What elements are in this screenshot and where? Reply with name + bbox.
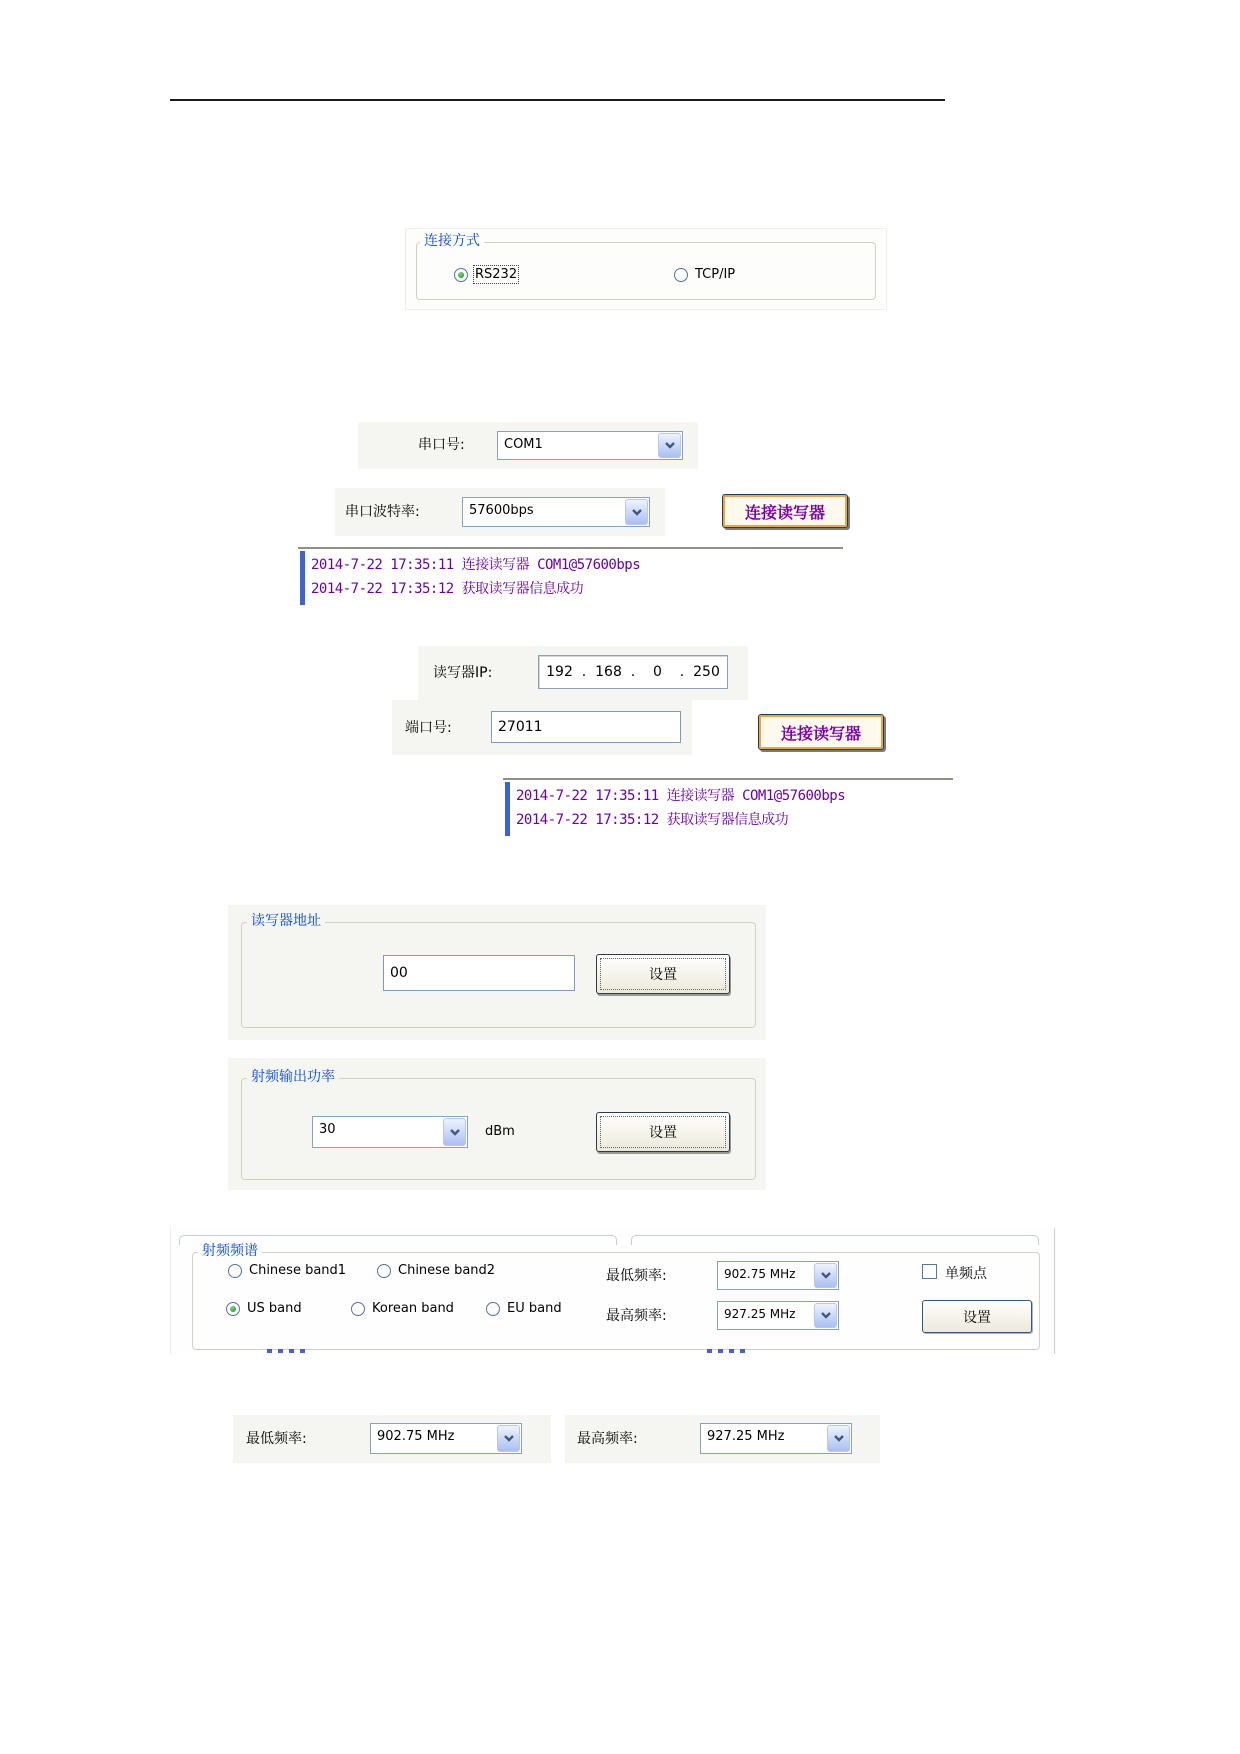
spectrum-max-freq-value: 927.25 MHz	[724, 1307, 796, 1321]
max-freq-combobox[interactable]	[700, 1423, 852, 1454]
rf-spectrum-panel	[170, 1228, 1055, 1354]
rf-power-unit: dBm	[485, 1124, 515, 1139]
min-freq-combobox[interactable]	[370, 1423, 522, 1454]
chevron-down-icon[interactable]	[443, 1118, 466, 1146]
set-spectrum-button[interactable]: 设置	[922, 1300, 1032, 1333]
ip-octet-3[interactable]: 0	[653, 664, 662, 680]
set-address-button[interactable]: 设置	[596, 954, 730, 994]
ip-separator: .	[581, 664, 587, 680]
port-number-input[interactable]	[491, 711, 681, 743]
chevron-down-icon[interactable]	[497, 1425, 520, 1452]
baud-rate-combobox[interactable]	[462, 497, 650, 527]
log-left-bar	[505, 782, 510, 836]
radio-rs232[interactable]	[454, 267, 517, 282]
rf-spectrum-title: 射频频谱	[198, 1243, 262, 1259]
spectrum-max-freq-label: 最高频率:	[606, 1308, 667, 1324]
reader-address-title: 读写器地址	[247, 913, 325, 929]
cut-off-text-artifact	[707, 1349, 751, 1353]
radio-tcpip[interactable]	[674, 267, 735, 282]
single-point-label: 单频点	[945, 1266, 987, 1282]
radio-tcpip-label: TCP/IP	[695, 267, 736, 282]
chevron-down-icon[interactable]	[827, 1425, 850, 1452]
rf-power-panel	[228, 1058, 766, 1190]
reader-address-panel	[228, 905, 766, 1040]
ip-octet-4[interactable]: 250	[693, 664, 720, 680]
connection-mode-title: 连接方式	[420, 233, 484, 249]
serial-port-combobox[interactable]	[497, 431, 683, 460]
log-box-tcp	[503, 778, 953, 843]
spectrum-min-freq-combobox[interactable]	[717, 1261, 839, 1290]
baud-rate-label: 串口波特率:	[345, 504, 420, 520]
log-left-bar	[300, 551, 305, 605]
cut-off-text-artifact	[267, 1349, 311, 1353]
radio-button-icon	[486, 1302, 500, 1316]
log-line-2: 2014-7-22 17:35:12 获取读写器信息成功	[311, 581, 584, 597]
radio-us-band-label: US band	[247, 1301, 302, 1316]
radio-eu-band[interactable]	[486, 1301, 562, 1316]
serial-port-row	[358, 422, 698, 469]
ip-octet-2[interactable]: 168	[595, 664, 622, 680]
radio-eu-band-label: EU band	[507, 1301, 562, 1316]
log-box-serial	[298, 547, 843, 612]
spectrum-max-freq-combobox[interactable]	[717, 1301, 839, 1330]
chevron-down-icon[interactable]	[658, 433, 681, 458]
max-freq-row	[565, 1415, 880, 1463]
ip-separator: .	[679, 664, 685, 680]
spectrum-min-freq-label: 最低频率:	[606, 1268, 667, 1284]
radio-us-band[interactable]	[226, 1301, 302, 1316]
baud-rate-value: 57600bps	[469, 503, 534, 518]
radio-chinese-band1[interactable]	[228, 1263, 346, 1278]
single-point-checkbox[interactable]	[922, 1264, 937, 1279]
radio-chinese-band2-label: Chinese band2	[398, 1263, 496, 1278]
radio-button-icon	[454, 268, 468, 282]
rf-power-value: 30	[319, 1122, 336, 1137]
connect-reader-button-serial[interactable]: 连接读写器	[722, 494, 848, 528]
reader-ip-label: 读写器IP:	[433, 665, 493, 681]
min-freq-label: 最低频率:	[246, 1431, 307, 1447]
chevron-down-icon[interactable]	[814, 1263, 837, 1288]
log-line-1: 2014-7-22 17:35:11 连接读写器 COM1@57600bps	[516, 788, 846, 804]
connection-mode-panel	[405, 228, 887, 310]
max-freq-label: 最高频率:	[577, 1431, 638, 1447]
chevron-down-icon[interactable]	[625, 499, 648, 525]
radio-button-icon	[226, 1302, 240, 1316]
serial-port-label: 串口号:	[418, 437, 465, 453]
reader-ip-row	[418, 646, 748, 700]
port-number-row	[392, 700, 692, 755]
radio-button-icon	[674, 268, 688, 282]
radio-button-icon	[377, 1264, 391, 1278]
rf-power-combobox[interactable]	[312, 1116, 468, 1148]
radio-korean-band-label: Korean band	[372, 1301, 454, 1316]
rf-power-title: 射频输出功率	[247, 1069, 339, 1085]
reader-ip-input[interactable]	[538, 655, 728, 689]
min-freq-value: 902.75 MHz	[377, 1429, 455, 1444]
log-line-1: 2014-7-22 17:35:11 连接读写器 COM1@57600bps	[311, 557, 641, 573]
radio-chinese-band2[interactable]	[377, 1263, 495, 1278]
baud-rate-row	[335, 488, 665, 536]
min-freq-row	[233, 1415, 551, 1463]
log-line-2: 2014-7-22 17:35:12 获取读写器信息成功	[516, 812, 789, 828]
ip-separator: .	[630, 664, 636, 680]
radio-button-icon	[228, 1264, 242, 1278]
connect-reader-button-tcp[interactable]: 连接读写器	[758, 714, 884, 750]
radio-button-icon	[351, 1302, 365, 1316]
cut-off-groupbox-artifact	[631, 1235, 1039, 1245]
max-freq-value: 927.25 MHz	[707, 1429, 785, 1444]
set-power-button[interactable]: 设置	[596, 1112, 730, 1152]
ip-octet-1[interactable]: 192	[546, 664, 573, 680]
chevron-down-icon[interactable]	[814, 1303, 837, 1328]
radio-chinese-band1-label: Chinese band1	[249, 1263, 347, 1278]
reader-address-input[interactable]	[383, 955, 575, 991]
page-top-rule	[170, 99, 945, 101]
serial-port-value: COM1	[504, 437, 543, 452]
radio-korean-band[interactable]	[351, 1301, 454, 1316]
radio-rs232-label: RS232	[475, 267, 518, 282]
port-number-label: 端口号:	[405, 720, 452, 736]
spectrum-min-freq-value: 902.75 MHz	[724, 1267, 796, 1281]
